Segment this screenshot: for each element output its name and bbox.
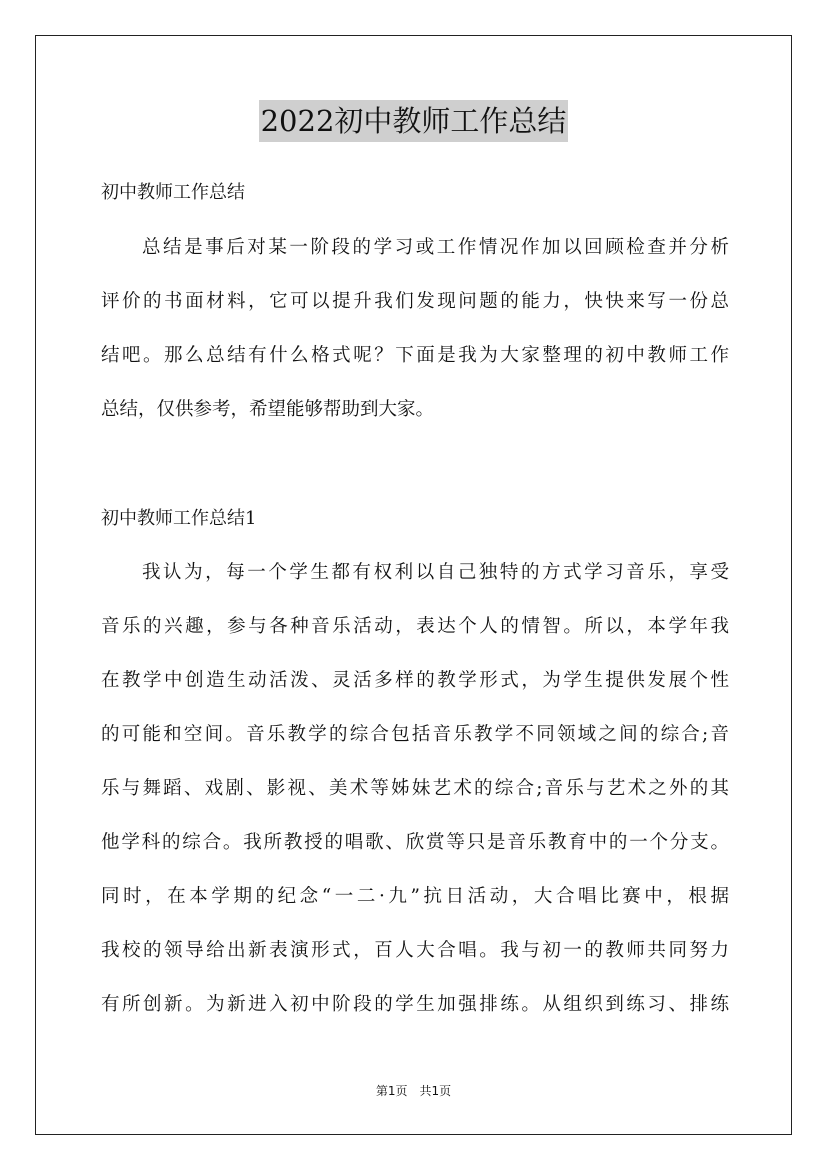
paragraph-line: 同时，在本学期的纪念“一二·九”抗日活动，大合唱比赛中，根据 bbox=[101, 886, 729, 907]
paragraph-line: 总结，仅供参考，希望能够帮助到大家。 bbox=[101, 399, 435, 420]
paragraph-line: 音乐的兴趣，参与各种音乐活动，表达个人的情智。所以，本学年我 bbox=[101, 616, 729, 637]
paragraph-line: 的可能和空间。音乐教学的综合包括音乐教学不同领域之间的综合;音 bbox=[101, 724, 729, 745]
paragraph-line: 评价的书面材料，它可以提升我们发现问题的能力，快快来写一份总 bbox=[101, 291, 729, 312]
intro-heading: 初中教师工作总结 bbox=[101, 182, 245, 203]
paragraph-line: 结吧。那么总结有什么格式呢？下面是我为大家整理的初中教师工作 bbox=[101, 345, 729, 366]
intro-paragraph bbox=[101, 221, 729, 437]
page-number-label: 第1页 共1页 bbox=[375, 1084, 452, 1098]
paragraph-line: 在教学中创造生动活泼、灵活多样的教学形式，为学生提供发展个性 bbox=[101, 670, 729, 691]
paragraph-line: 总结是事后对某一阶段的学习或工作情况作加以回顾检查并分析 bbox=[142, 237, 729, 258]
section1-paragraph bbox=[101, 546, 729, 1032]
paragraph-line: 有所创新。为新进入初中阶段的学生加强排练。从组织到练习、排练 bbox=[101, 994, 729, 1015]
paragraph-line: 我认为，每一个学生都有权利以自己独特的方式学习音乐，享受 bbox=[142, 562, 729, 583]
document-title-text: 2022初中教师工作总结 bbox=[259, 100, 569, 142]
paragraph-line: 我校的领导给出新表演形式，百人大合唱。我与初一的教师共同努力 bbox=[101, 940, 729, 961]
paragraph-line: 乐与舞蹈、戏剧、影视、美术等姊妹艺术的综合;音乐与艺术之外的其 bbox=[101, 778, 729, 799]
section1-heading: 初中教师工作总结1 bbox=[101, 508, 257, 529]
page-footer bbox=[0, 1083, 827, 1099]
document-title bbox=[0, 100, 827, 142]
paragraph-line: 他学科的综合。我所教授的唱歌、欣赏等只是音乐教育中的一个分支。 bbox=[101, 832, 729, 853]
